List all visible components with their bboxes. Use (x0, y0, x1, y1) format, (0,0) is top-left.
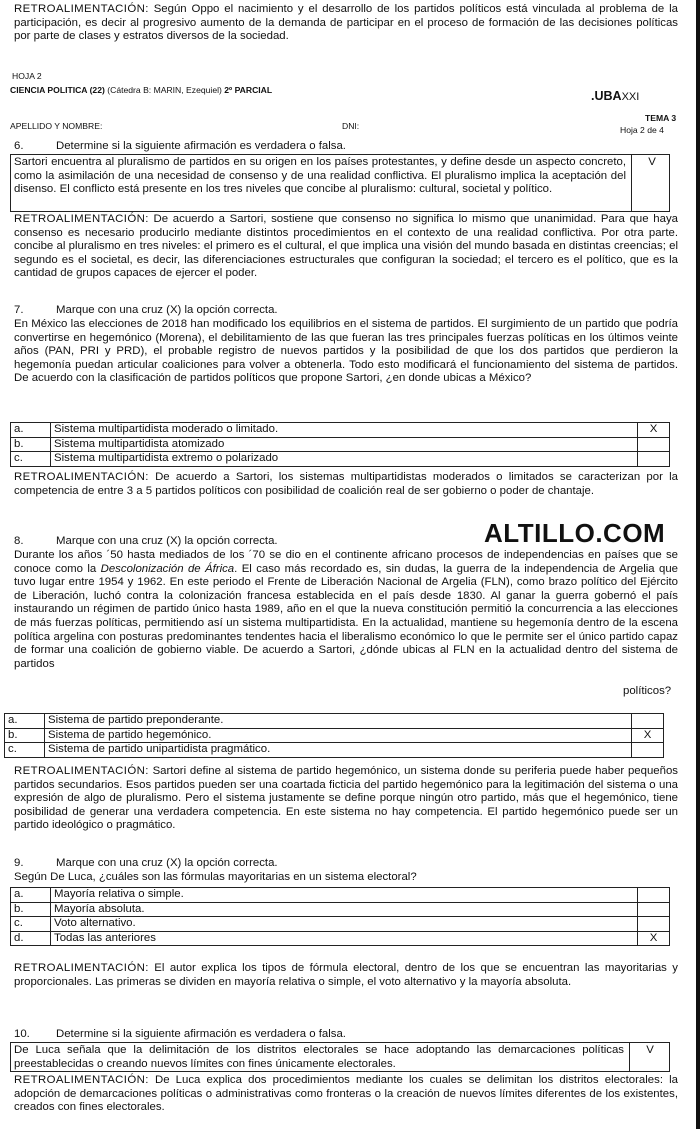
question-6-title (14, 140, 346, 154)
option-letter: c. (11, 452, 51, 467)
option-row[interactable] (11, 888, 670, 903)
question-8-feedback (14, 765, 678, 833)
answer-mark[interactable]: V (646, 1044, 654, 1056)
option-mark-cell[interactable]: X (638, 931, 670, 946)
question-number: 10. (14, 1028, 30, 1040)
option-text: Todas las anteriores (51, 931, 638, 946)
question-8-text-end: políticos? (623, 685, 672, 697)
option-letter: c. (5, 743, 45, 758)
option-row[interactable] (5, 714, 664, 729)
answer-divider (629, 1043, 630, 1071)
question-7-feedback (14, 471, 678, 498)
question-number: 7. (14, 304, 24, 316)
option-row[interactable] (11, 902, 670, 917)
question-8-title (14, 535, 278, 549)
feedback-label: RETROALIMENTACIÓN: (14, 3, 149, 15)
question-number: 8. (14, 535, 24, 547)
question-6-feedback (14, 213, 678, 281)
option-row[interactable] (11, 423, 670, 438)
option-letter: a. (11, 423, 51, 438)
option-letter: c. (11, 917, 51, 932)
feedback-text: De acuerdo a Sartori, los sistemas multipartidistas moderados o limitados se caracterizan por la competencia de entre 3 a 5 partidos políticos con posibilidad de coalición real de ser gobierno o poder de chantaje. (14, 471, 678, 497)
question-instruction: Determine si la siguiente afirmación es verdadera o falsa. (56, 1028, 346, 1040)
feedback-label: RETROALIMENTACIÓN: (14, 765, 149, 777)
exam-name: 2º PARCIAL (224, 85, 273, 95)
sheet-label: HOJA 2 (12, 71, 42, 81)
intro-feedback (14, 3, 678, 44)
uba-logo (591, 90, 639, 105)
option-letter: b. (11, 437, 51, 452)
sheet-count: Hoja 2 de 4 (620, 125, 664, 135)
question-text-part: . El caso más recordado es, sin dudas, la guerra de la independencia de Argelia que tuvo lugar entre 1954 y 1962. En este periodo el Frente de Liberación Nacional de Argelia (FLN), como brazo político del Ejército de Liberación, luchó contra la colonización francesa establecida en el país desde 1830. Al ganar la guerra gobernó el país instaurando un régimen de partido único hasta 1989, año en el que la nueva constitución permitió la concurrencia a las elecciones de más fuerzas políticas, permitiendo así un sistema multipartidista. En la actualidad, mantiene su hegemonía dentro de la escena política argelina con posturas predominantes tendentes hacia el liberalismo económico lo que le permite ser el único partido capaz de formar una coalición de gobierno viable. De acuerdo a Sartori, ¿dónde ubicas al FLN en la actualidad dentro del sistema de partidos (14, 562, 679, 670)
option-letter: d. (11, 931, 51, 946)
option-letter: b. (11, 902, 51, 917)
option-text: Mayoría absoluta. (51, 902, 638, 917)
question-10-title (14, 1028, 346, 1042)
option-mark-cell[interactable] (638, 902, 670, 917)
question-text-part: Durante los años ´50 hasta mediados de los ´70 se dio en el continente africano procesos de independencias en países que se conoce como la (14, 549, 678, 575)
option-mark-cell[interactable] (638, 437, 670, 452)
question-instruction: Marque con una cruz (X) la opción correcta. (56, 304, 278, 316)
option-mark-cell[interactable] (638, 888, 670, 903)
question-10-statement-box (10, 1042, 670, 1072)
question-7-text: En México las elecciones de 2018 han modificado los equilibrios en el sistema de partidos. El surgimiento de un partido que podría convertirse en hegemónico (Morena), el debilitamiento de las que fueran las tres principales fuerzas políticas en los últimos veinte años (PAN, PRI y PRD), el probable registro de nuevos partidos y la posibilidad de que los dos partidos que perdieron la hegemonía puedan articular coaliciones para volver a obtenerla. Todo esto modificará el funcionamiento del sistema de partidos. De acuerdo con la clasificación de partidos políticos que propone Sartori, ¿en donde ubicas a México? (14, 318, 678, 385)
course-title (10, 85, 272, 95)
option-letter: a. (5, 714, 45, 729)
option-row[interactable] (11, 931, 670, 946)
question-9-options (10, 887, 670, 946)
question-instruction: Marque con una cruz (X) la opción correcta. (56, 535, 278, 547)
course-chair: (Cátedra B: MARIN, Ezequiel) (104, 85, 225, 95)
feedback-label: RETROALIMENTACIÓN: (14, 962, 149, 974)
dni-field-label: DNI: (342, 121, 360, 131)
feedback-label: RETROALIMENTACIÓN: (14, 1074, 149, 1086)
question-9-feedback (14, 962, 678, 989)
option-mark-cell[interactable] (638, 917, 670, 932)
option-row[interactable] (5, 743, 664, 758)
statement-text: De Luca señala que la delimitación de los distritos electorales se hace adoptando las demarcaciones políticas preestablecidas o creando nuevos límites con fines únicamente electorales. (14, 1044, 624, 1070)
option-text: Sistema multipartidista atomizado (51, 437, 638, 452)
question-8-text (14, 549, 678, 671)
question-text-italic: Descolonización de África (100, 562, 235, 575)
option-text: Sistema de partido hegemónico. (45, 728, 632, 743)
feedback-text: De Luca explica dos procedimientos mediante los cuales se delimitan los distritos electorales: la adopción de demarcaciones políticas o administrativas como fronteras o la creación de nuevos límites diferentes de los existentes, creados con fines electorales. (14, 1074, 678, 1114)
question-number: 6. (14, 140, 24, 152)
option-letter: b. (5, 728, 45, 743)
option-mark-cell[interactable] (632, 714, 664, 729)
uba-logo-suffix: XXI (621, 91, 640, 103)
option-row[interactable] (11, 437, 670, 452)
option-text: Mayoría relativa o simple. (51, 888, 638, 903)
tema-label: TEMA 3 (645, 113, 677, 123)
option-mark-cell[interactable] (632, 743, 664, 758)
option-text: Sistema de partido unipartidista pragmático. (45, 743, 632, 758)
option-mark-cell[interactable]: X (632, 728, 664, 743)
feedback-label: RETROALIMENTACIÓN: (14, 213, 149, 225)
uba-logo-text: .UBA (591, 89, 622, 103)
question-9-text: Según De Luca, ¿cuáles son las fórmulas mayoritarias en un sistema electoral? (14, 871, 417, 883)
feedback-text: El autor explica los tipos de fórmula electoral, dentro de los que se encuentran las mayoritarias y proporcionales. Las primeras se dividen en mayoría relativa o simple, el voto alternativo y la mayoría absoluta. (14, 962, 678, 988)
option-row[interactable] (11, 917, 670, 932)
question-instruction: Marque con una cruz (X) la opción correcta. (56, 857, 278, 869)
feedback-text: Sartori define al sistema de partido hegemónico, un sistema donde su periferia puede haber pequeños partidos secundarios. Esos partidos pueden ser una coartada ficticia del partido hegemónico para la legitimación del sistema o una expresión de algo de pluralismo. Pero el sistema justamente se define porque ningún otro partido, más que el hegemónico, tiene posibilidad de generar una verdadera competencia. En este sistema no hay competencia. El partido hegemónico puede ser un partido ideológico o pragmático. (14, 765, 678, 832)
question-7-title (14, 304, 278, 318)
answer-divider (631, 155, 632, 211)
question-10-feedback (14, 1074, 678, 1115)
option-mark-cell[interactable]: X (638, 423, 670, 438)
name-field-label: APELLIDO Y NOMBRE: (10, 121, 103, 131)
answer-mark[interactable]: V (648, 156, 656, 168)
intro-feedback-text: Según Oppo el nacimiento y el desarrollo de los partidos políticos está vinculada al problema de la participación, es decir al progresivo aumento de la demanda de participar en el proceso de formación de las decisiones políticas por parte de clases y estratos diversos de la sociedad. (14, 3, 678, 43)
option-text: Sistema multipartidista moderado o limitado. (51, 423, 638, 438)
course-name: CIENCIA POLITICA (22) (10, 85, 105, 95)
feedback-label: RETROALIMENTACIÓN: (14, 471, 149, 483)
question-7-options (10, 422, 670, 467)
question-6-statement-box (10, 154, 670, 212)
option-mark-cell[interactable] (638, 452, 670, 467)
option-row[interactable] (5, 728, 664, 743)
altillo-watermark: ALTILLO.COM (484, 518, 666, 548)
feedback-text: De acuerdo a Sartori, sostiene que consenso no significa lo mismo que unanimidad. Para que haya consenso es necesario producirlo mediante distintos procedimientos en el contexto de una realidad conflictiva. Por otra parte. concibe al pluralismo en tres niveles: el primero es el cultural, el que implica una visión del mundo basada en distintas creencias; el segundo es el societal, es decir, las diferenciaciones estructurales que configuran la sociedad; el tercero es el político, que es la cantidad de grupos capaces de ejercer el poder. (14, 213, 678, 280)
option-letter: a. (11, 888, 51, 903)
question-number: 9. (14, 857, 24, 869)
question-8-options (4, 713, 664, 758)
option-text: Voto alternativo. (51, 917, 638, 932)
statement-text: Sartori encuentra al pluralismo de partidos en su origen en los países protestantes, y define desde un aspecto concreto, como la asimilación de una necesidad de consenso y de una realidad conflictiva. El pluralismo implica la aceptación del disenso. El conflicto está presente en los tres niveles que concibe al pluralismo: cultural, societal y político. (14, 156, 626, 196)
page-edge-bar (696, 0, 700, 1129)
question-instruction: Determine si la siguiente afirmación es verdadera o falsa. (56, 140, 346, 152)
option-text: Sistema multipartidista extremo o polarizado (51, 452, 638, 467)
question-9-title (14, 857, 278, 871)
option-text: Sistema de partido preponderante. (45, 714, 632, 729)
option-row[interactable] (11, 452, 670, 467)
